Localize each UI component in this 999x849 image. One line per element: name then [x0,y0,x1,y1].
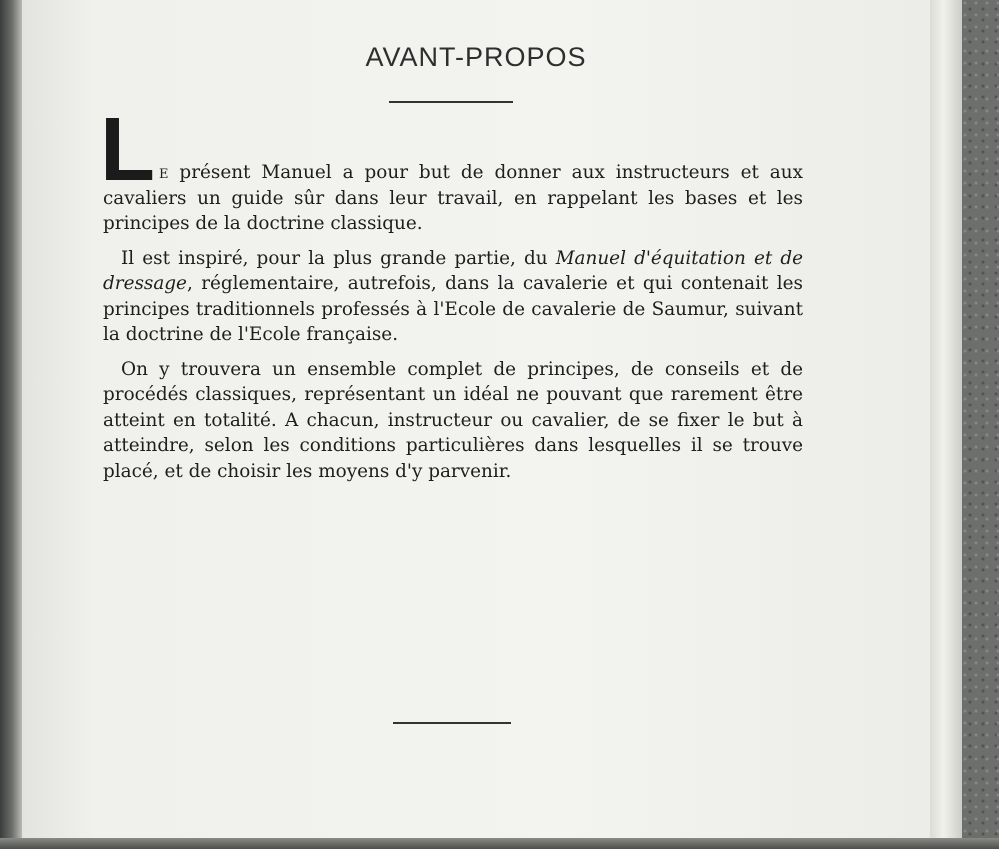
paragraph-2-after: , réglementaire, autrefois, dans la cavalerie et qui contenait les principes traditionnels professés à l'Ecole de cavalerie de Saumur, suivant la doctrine de l'Ecole française. [103,273,803,345]
page-title: AVANT-PROPOS [365,42,587,72]
book-cover [962,0,999,849]
book-spine [0,0,22,849]
paragraph-3 [103,357,803,485]
paragraph-2-before: Il est inspiré, pour la plus grande partie, du [121,247,556,269]
drop-cap-continuation: e [158,162,169,183]
bottom-edge [0,838,999,849]
manual-title-italic: Manuel d'équitation et de dressage [103,247,803,294]
paragraph-2 [103,246,803,348]
drop-cap: L [100,100,155,200]
paragraph-1 [100,100,803,237]
body-text [100,100,803,493]
page-edge [930,0,964,849]
paragraph-3-text: On y trouvera un ensemble complet de principes, de conseils et de procédés classiques, représentant un idéal ne pouvant que rarement être atteint en totalité. A chacun, instructeur ou cavalier, de se fixer le but à atteindre, selon les conditions particulières dans lesquelles il se trouve placé, et de choisir les moyens d'y parvenir. [103,358,803,482]
title-rule [389,101,513,103]
book-page [22,0,930,840]
paragraph-1-text: présent Manuel a pour but de donner aux instructeurs et aux cavaliers un guide sûr dans leur travail, en rappelant les bases et les principes de la doctrine classique. [103,162,803,234]
end-rule [393,722,511,724]
